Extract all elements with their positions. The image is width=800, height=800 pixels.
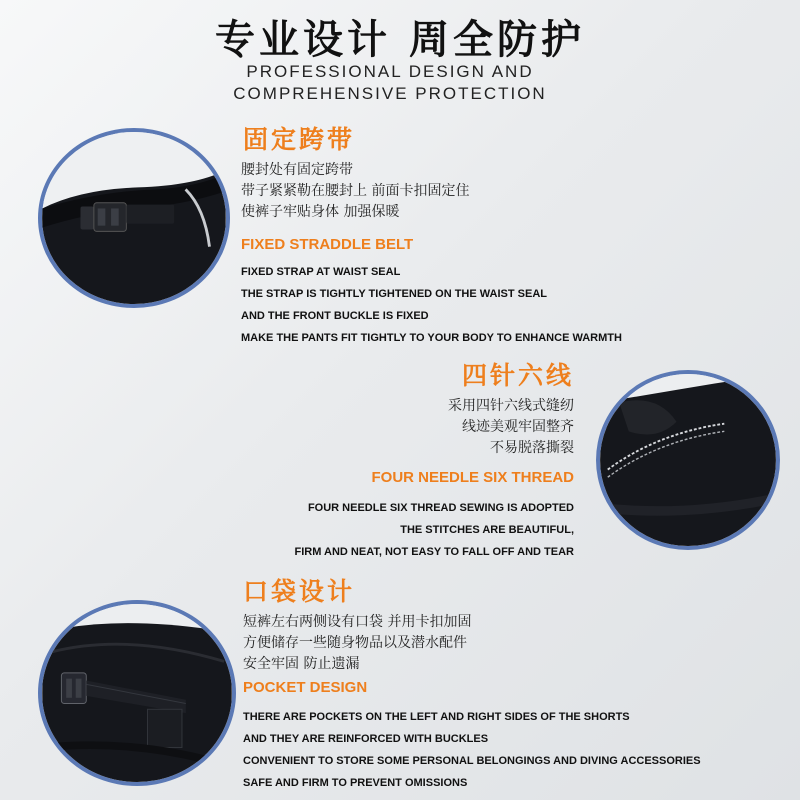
page-title-en-line2: COMPREHENSIVE PROTECTION: [233, 84, 547, 103]
section2-heading-en: FOUR NEEDLE SIX THREAD: [371, 469, 574, 486]
page-title-en-line1: PROFESSIONAL DESIGN AND: [246, 62, 534, 81]
section2-en-line: FOUR NEEDLE SIX THREAD SEWING IS ADOPTED: [307, 502, 574, 514]
section2-cn-line: 采用四针六线式缝纫: [448, 398, 574, 414]
section1-en-line: FIXED STRAP AT WAIST SEAL: [241, 266, 401, 278]
section3-en-line: CONVENIENT TO STORE SOME PERSONAL BELONGINGS AND DIVING ACCESSORIES: [243, 755, 701, 767]
section3-cn-line: 安全牢固 防止遗漏: [243, 656, 360, 672]
section3-en-text: [243, 706, 701, 794]
section2-cn-line: 不易脱落撕裂: [490, 440, 574, 456]
section3-heading-cn: 口袋设计: [243, 577, 356, 606]
section2-en-line: FIRM AND NEAT, NOT EASY TO FALL OFF AND TEAR: [294, 546, 574, 558]
page-title-cn: 专业设计 周全防护: [215, 17, 585, 63]
section3-cn-line: 短裤左右两侧设有口袋 并用卡扣加固: [243, 614, 472, 630]
section3-en-line: AND THEY ARE REINFORCED WITH BUCKLES: [243, 733, 489, 745]
waist-belt-photo: [38, 128, 230, 308]
section3-cn-line: 方便储存一些随身物品以及潜水配件: [243, 635, 467, 651]
pocket-buckle-photo: [38, 600, 236, 786]
section1-cn-line: 腰封处有固定跨带: [241, 162, 353, 178]
stitch-seam-photo: [596, 370, 780, 550]
section1-en-text: [241, 261, 622, 349]
section2-en-line: THE STITCHES ARE BEAUTIFUL,: [400, 524, 574, 536]
section1-en-line: THE STRAP IS TIGHTLY TIGHTENED ON THE WAIST SEAL: [241, 288, 547, 300]
section1-cn-text: [241, 160, 469, 223]
section1-heading-cn: 固定跨带: [243, 125, 356, 154]
section1-cn-line: 带子紧紧勒在腰封上 前面卡扣固定住: [241, 183, 470, 199]
section2-heading-cn: 四针六线: [461, 361, 574, 390]
section3-en-line: THERE ARE POCKETS ON THE LEFT AND RIGHT SIDES OF THE SHORTS: [243, 711, 630, 723]
section1-en-line: AND THE FRONT BUCKLE IS FIXED: [241, 310, 429, 322]
section2-cn-text: [448, 396, 574, 459]
section1-cn-line: 使裤子牢贴身体 加强保暖: [241, 204, 400, 220]
section3-heading-en: POCKET DESIGN: [243, 679, 368, 696]
section3-cn-text: [243, 612, 471, 675]
section1-heading-en: FIXED STRADDLE BELT: [241, 236, 414, 253]
section1-en-line: MAKE THE PANTS FIT TIGHTLY TO YOUR BODY TO ENHANCE WARMTH: [241, 332, 622, 344]
section2-cn-line: 线迹美观牢固整齐: [462, 419, 574, 435]
section2-en-text: [295, 497, 575, 563]
section3-en-line: SAFE AND FIRM TO PREVENT OMISSIONS: [243, 777, 468, 789]
